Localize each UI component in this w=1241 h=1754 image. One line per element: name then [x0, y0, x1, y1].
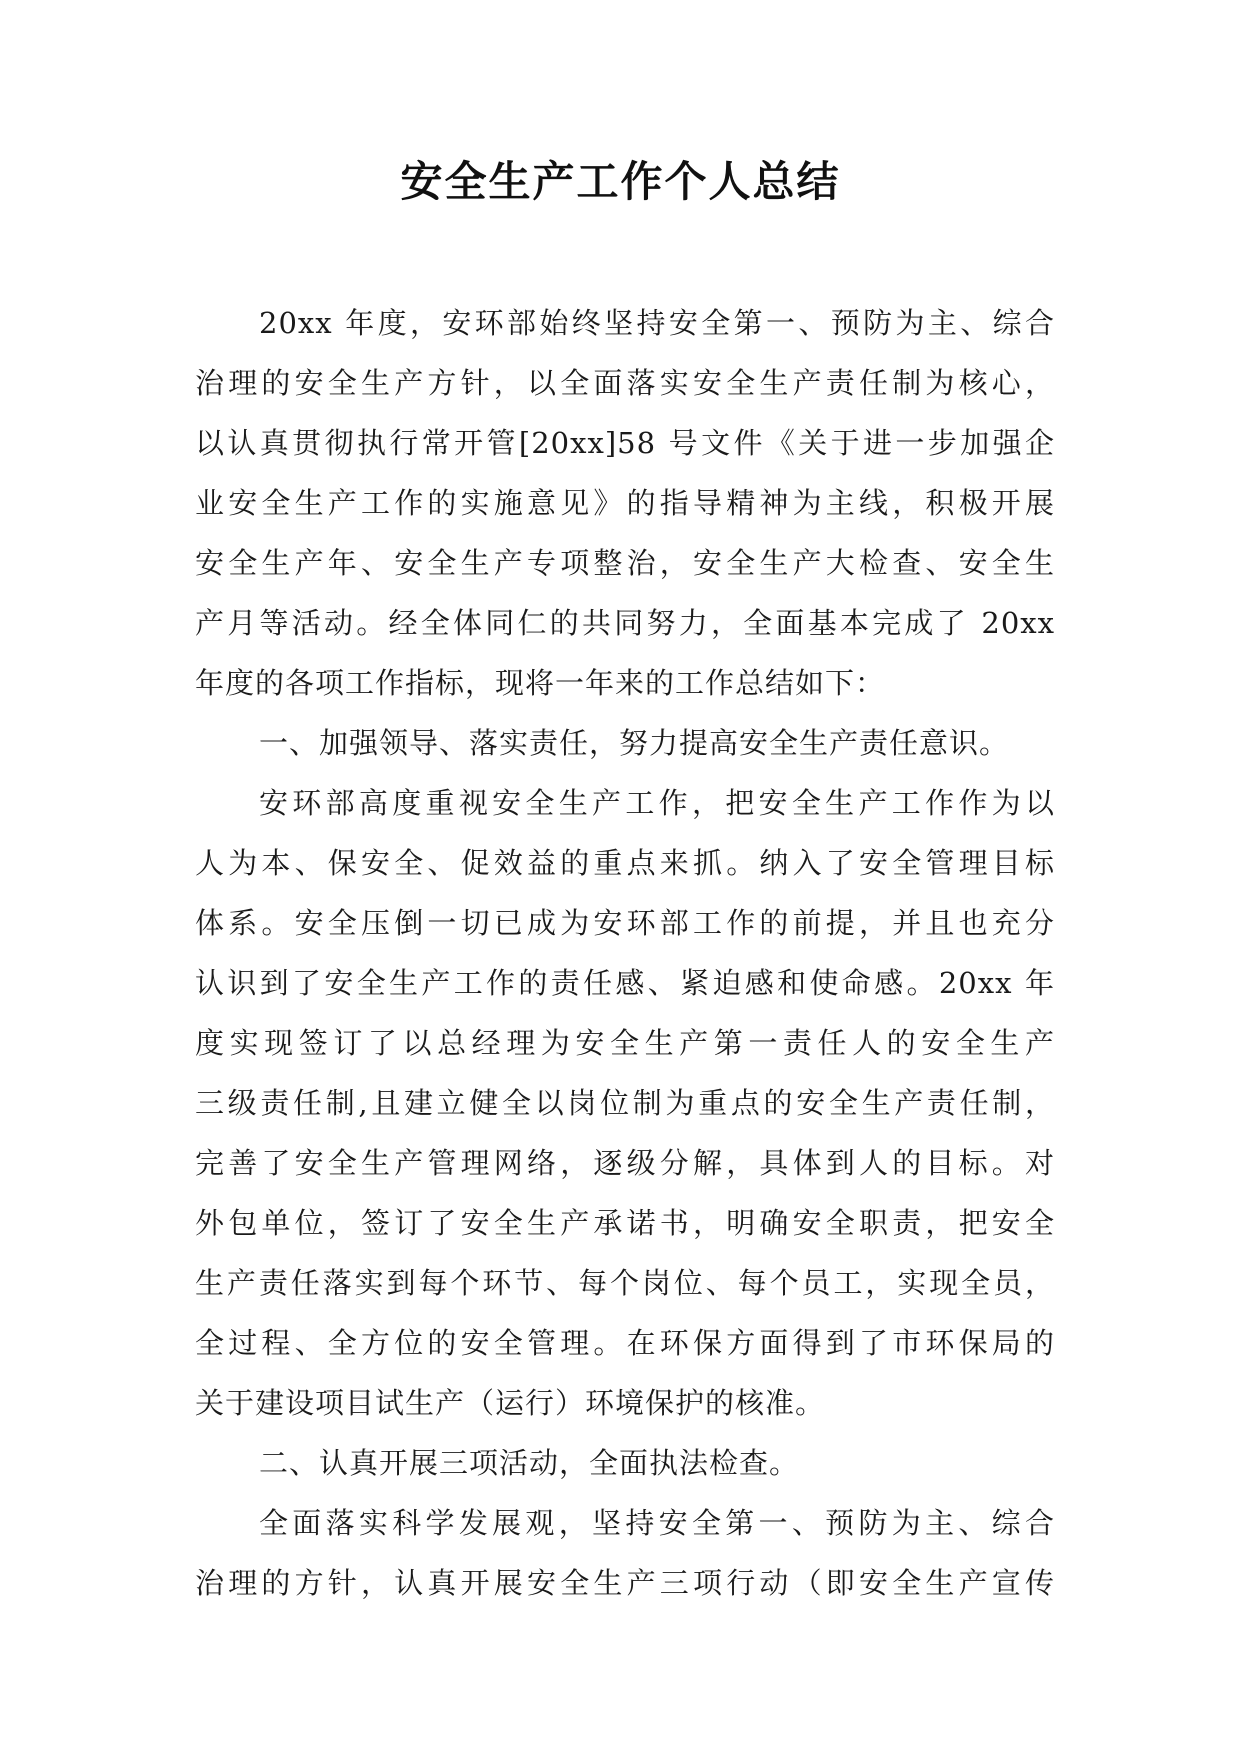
- document-title: 安全生产工作个人总结: [400, 157, 841, 206]
- text-line: 治理的方针，认真开展安全生产三项行动（即安全生产宣传: [195, 1566, 1055, 1600]
- document-body: [195, 293, 1055, 1613]
- text-line: 人为本、保安全、促效益的重点来抓。纳入了安全管理目标: [195, 846, 1055, 880]
- text-line: 治理的安全生产方针，以全面落实安全生产责任制为核心，: [195, 366, 1055, 400]
- text-line: 生产责任落实到每个环节、每个岗位、每个员工，实现全员，: [195, 1266, 1055, 1300]
- text-line: 全过程、全方位的安全管理。在环保方面得到了市环保局的: [195, 1326, 1055, 1360]
- text-line: 体系。安全压倒一切已成为安环部工作的前提，并且也充分: [195, 906, 1055, 940]
- text-line: 完善了安全生产管理网络，逐级分解，具体到人的目标。对: [195, 1146, 1055, 1180]
- text-line: 安环部高度重视安全生产工作，把安全生产工作作为以: [259, 786, 1055, 820]
- text-line: 关于建设项目试生产（运行）环境保护的核准。: [195, 1386, 826, 1420]
- text-line: 年度的各项工作指标，现将一年来的工作总结如下：: [195, 666, 886, 700]
- text-line: 一、加强领导、落实责任，努力提高安全生产责任意识。: [259, 726, 1010, 760]
- text-line: 三级责任制,且建立健全以岗位制为重点的安全生产责任制，: [195, 1086, 1055, 1120]
- text-line: 业安全生产工作的实施意见》的指导精神为主线，积极开展: [195, 486, 1055, 520]
- text-line: 产月等活动。经全体同仁的共同努力，全面基本完成了 20xx: [195, 606, 1055, 640]
- text-line: 以认真贯彻执行常开管[20xx]58 号文件《关于进一步加强企: [195, 426, 1055, 460]
- text-line: 二、认真开展三项活动，全面执法检查。: [259, 1446, 800, 1480]
- text-line: 度实现签订了以总经理为安全生产第一责任人的安全生产: [195, 1026, 1055, 1060]
- text-line: 全面落实科学发展观，坚持安全第一、预防为主、综合: [259, 1506, 1055, 1540]
- text-line: 安全生产年、安全生产专项整治，安全生产大检查、安全生: [195, 546, 1055, 580]
- text-line: 外包单位，签订了安全生产承诺书，明确安全职责，把安全: [195, 1206, 1055, 1240]
- text-line: 认识到了安全生产工作的责任感、紧迫感和使命感。20xx 年: [195, 966, 1055, 1000]
- text-line: 20xx 年度，安环部始终坚持安全第一、预防为主、综合: [259, 306, 1055, 340]
